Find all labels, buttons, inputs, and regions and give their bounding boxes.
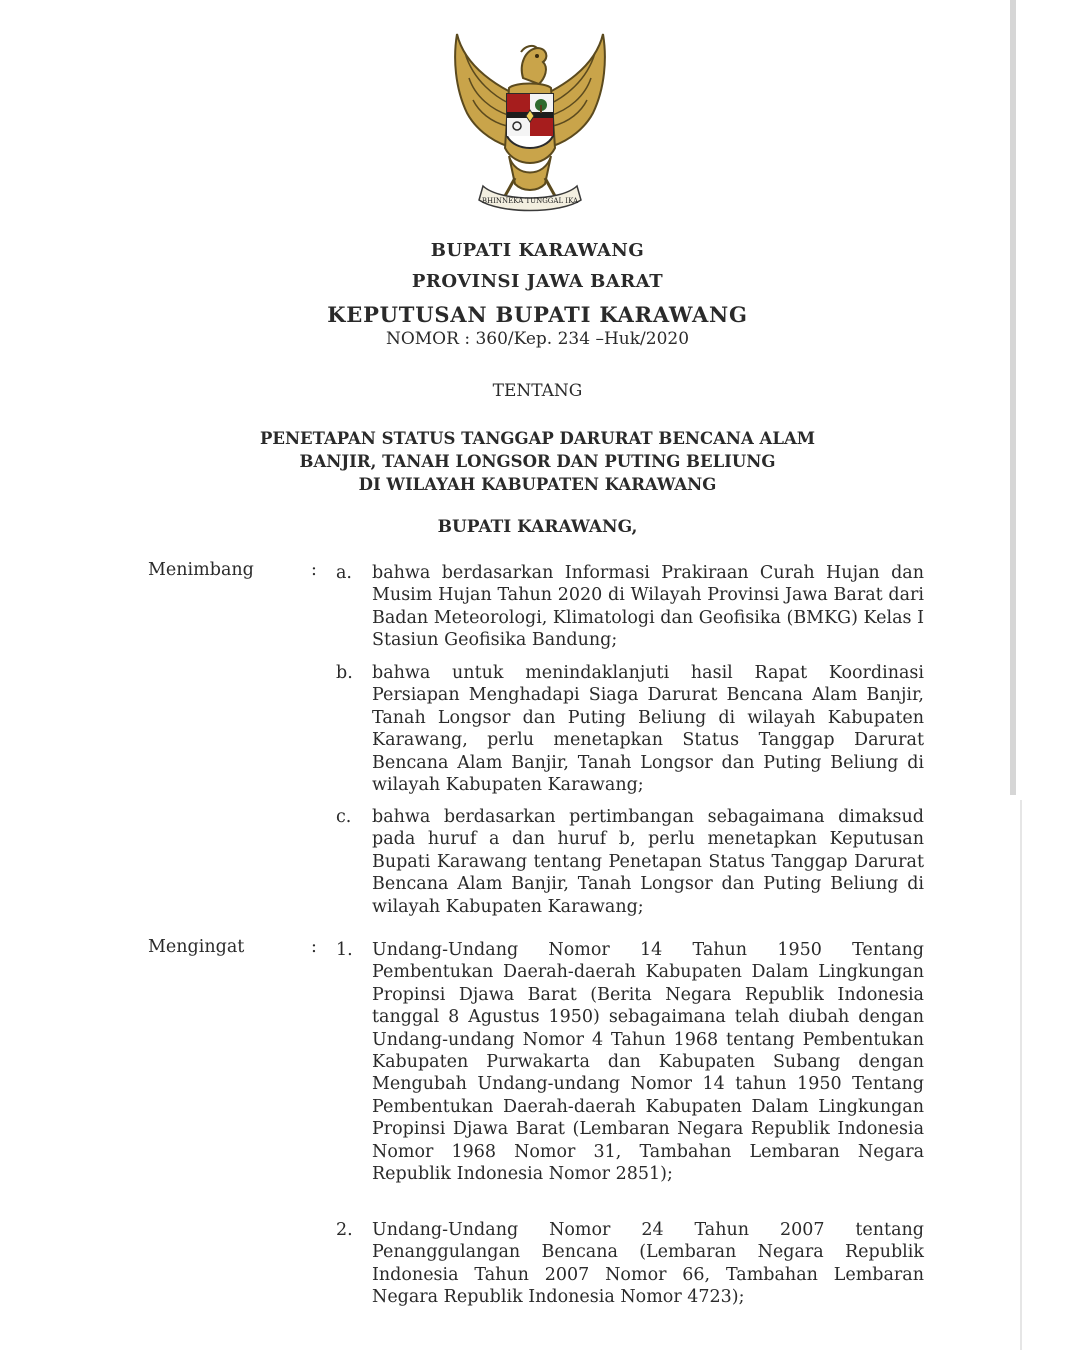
item-text: bahwa berdasarkan Informasi Prakiraan Curah Hujan dan Musim Hujan Tahun 2020 di Wilayah Provinsi Jawa Barat dari Badan Meteorologi, Klimatologi dan Geofisika (BMKG) Kelas I Stasiun Geofisika Bandung; xyxy=(372,563,924,651)
decree-number: NOMOR : 360/Kep. 234 –Huk/2020 xyxy=(385,329,690,349)
item-marker: 1. xyxy=(336,940,353,960)
subject-line: PENETAPAN STATUS TANGGAP DARURAT BENCANA ALAM xyxy=(259,429,816,448)
mengingat-item-2 xyxy=(336,1219,924,1309)
item-marker: c. xyxy=(336,807,352,827)
mengingat-item-1 xyxy=(336,939,924,1185)
item-marker: a. xyxy=(336,563,352,583)
decree-title: KEPUTUSAN BUPATI KARAWANG xyxy=(327,302,748,327)
regent-heading: BUPATI KARAWANG, xyxy=(437,517,638,537)
subject-line: DI WILAYAH KABUPATEN KARAWANG xyxy=(358,475,717,494)
tentang-label: TENTANG xyxy=(492,381,583,401)
menimbang-label: Menimbang xyxy=(148,560,254,580)
issuer-title: BUPATI KARAWANG xyxy=(430,240,645,261)
item-text: bahwa berdasarkan pertimbangan sebagaimana dimaksud pada huruf a dan huruf b, perlu menetapkan Keputusan Bupati Karawang tentang Penetapan Status Tanggap Darurat Bencana Alam Banjir, Tanah Longsor dan Puting Beliung di wilayah Kabupaten Karawang; xyxy=(372,807,924,917)
subject-line: BANJIR, TANAH LONGSOR DAN PUTING BELIUNG xyxy=(299,452,776,471)
page-edge-line xyxy=(1020,800,1022,1350)
menimbang-colon: : xyxy=(311,560,317,580)
mengingat-colon: : xyxy=(311,937,317,957)
menimbang-item-a xyxy=(336,562,924,652)
menimbang-item-c xyxy=(336,806,924,918)
item-text: bahwa untuk menindaklanjuti hasil Rapat Koordinasi Persiapan Menghadapi Siaga Darurat Bencana Alam Banjir, Tanah Longsor dan Puting Beliung di wilayah Kabupaten Karawang, perlu menetapkan Status Tanggap Darurat Bencana Alam Banjir, Tanah Longsor dan Puting Beliung di wilayah Kabupaten Karawang; xyxy=(372,663,924,796)
decree-subject xyxy=(0,427,1075,496)
mengingat-label: Mengingat xyxy=(148,937,245,957)
item-text: Undang-Undang Nomor 24 Tahun 2007 tentang Penanggulangan Bencana (Lembaran Negara Republik Indonesia Tahun 2007 Nomor 66, Tambahan Lembaran Negara Republik Indonesia Nomor 4723); xyxy=(372,1220,924,1308)
item-marker: b. xyxy=(336,663,353,683)
menimbang-item-b xyxy=(336,662,924,796)
province-title: PROVINSI JAWA BARAT xyxy=(411,271,664,292)
item-text: Undang-Undang Nomor 14 Tahun 1950 Tentang Pembentukan Daerah-daerah Kabupaten Dalam Lingkungan Propinsi Djawa Barat (Berita Negara Republik Indonesia tanggal 8 Agustus 1950) sebagaimana telah diubah dengan Undang-undang Nomor 4 Tahun 1968 tentang Pembentukan Kabupaten Purwakarta dan Kabupaten Subang dengan Mengubah Undang-undang Nomor 14 tahun 1950 Tentang Pembentukan Daerah-daerah Kabupaten Dalam Lingkungan Propinsi Djawa Barat (Lembaran Negara Republik Indonesia Nomor 1968 Nomor 31, Tambahan Lembaran Negara Republik Indonesia Nomor 2851); xyxy=(372,940,924,1185)
item-marker: 2. xyxy=(336,1220,353,1240)
emblem-motto: BHINNEKA TUNGGAL IKA xyxy=(481,197,579,205)
garuda-pancasila-emblem xyxy=(445,28,615,218)
